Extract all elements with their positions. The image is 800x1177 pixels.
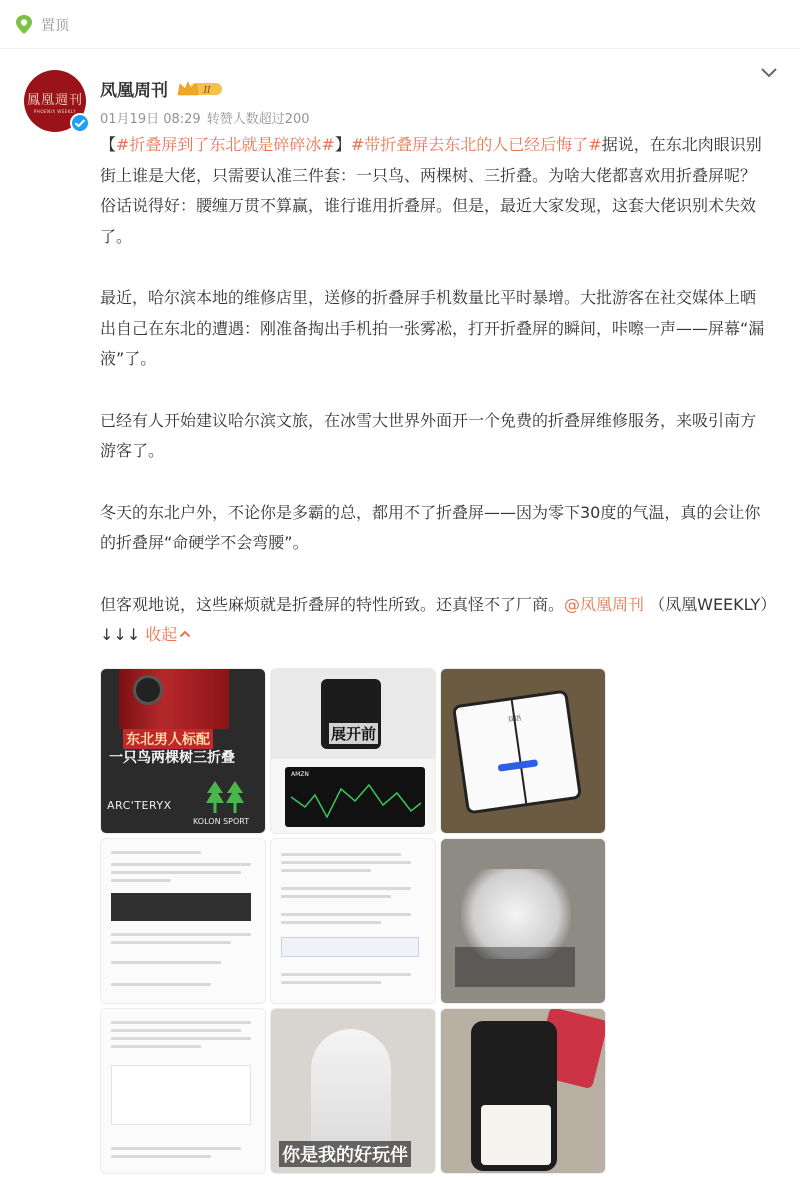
vip-crown-icon[interactable] <box>176 79 224 99</box>
hashtag-link[interactable]: #带折叠屏去东北的人已经后悔了# <box>350 135 602 154</box>
paragraph-4: 冬天的东北户外，不论你是多霸的总，都用不了折叠屏——因为零下30度的气温，真的会让你的折叠屏“命硬学不会弯腰”。 <box>100 502 761 552</box>
image-thumbnail[interactable] <box>440 668 606 834</box>
paragraph-1 <box>100 130 770 252</box>
bracket-close: 】 <box>334 135 351 154</box>
post-body <box>100 130 770 651</box>
image-thumbnail[interactable] <box>440 1008 606 1174</box>
image-thumbnail[interactable] <box>100 1008 266 1174</box>
mention-link[interactable]: @凤凰周刊 <box>564 594 645 614</box>
paragraph-5-text: 但客观地说，这些麻烦就是折叠屏的特性所致。还真怪不了厂商。 <box>100 594 565 614</box>
tree-logo-icon <box>205 777 245 817</box>
foldable-phone-image <box>452 689 582 814</box>
person-image <box>311 1029 391 1149</box>
post-meta <box>100 108 310 127</box>
paragraph-1-text: 据说，在东北肉眼识别街上谁是大佬，只需要认准三件套：一只鸟、两棵树、三折叠。为啥大佬都喜欢用折叠屏呢？俗话说得好：腰缠万贯不算赢，谁行谁用折叠屏。但是，最近大家发现，这套大佬识别术失效了。 <box>100 135 762 246</box>
paragraph-2: 最近，哈尔滨本地的维修店里，送修的折叠屏手机数量比平时暴增。大批游客在社交媒体上晒出自己在东北的遭遇：刚准备掏出手机拍一张雾凇，打开折叠屏的瞬间，咔嚓一声——屏幕“漏液”了。 <box>100 288 765 368</box>
hashtag-link[interactable]: #折叠屏到了东北就是碎碎冰# <box>116 135 335 154</box>
avatar-logo-subtext: PHOENIX WEEKLY <box>33 108 77 114</box>
image-caption: 展开前 <box>331 725 377 743</box>
pin-icon <box>14 14 34 36</box>
vip-level: II <box>203 85 211 96</box>
steam-image <box>461 869 571 959</box>
image-thumbnail[interactable] <box>100 838 266 1004</box>
image-thumbnail[interactable] <box>100 668 266 834</box>
brand-text: KOLON SPORT <box>193 817 250 826</box>
pinned-indicator <box>14 13 69 37</box>
chevron-down-icon <box>760 67 778 79</box>
brand-text: ARC'TERYX <box>107 799 172 812</box>
divider <box>0 48 800 49</box>
paragraph-5 <box>100 590 770 651</box>
collapse-label: 收起 <box>145 625 178 644</box>
author-name[interactable]: 凤凰周刊 <box>100 81 168 101</box>
image-thumbnail[interactable] <box>270 1008 436 1174</box>
paragraph-3: 已经有人开始建议哈尔滨文旅，在冰雪大世界外面开一个免费的折叠屏维修服务，来吸引南方游客了。 <box>100 410 757 460</box>
image-caption: 一只鸟两棵树三折叠 <box>109 750 235 766</box>
chevron-up-icon <box>179 629 191 639</box>
collapse-button[interactable] <box>145 625 191 644</box>
pinned-label: 置顶 <box>41 18 69 34</box>
image-grid <box>100 668 606 1174</box>
phone-image <box>119 669 229 729</box>
image-caption: 东北男人标配 <box>123 729 213 749</box>
heat-pad-image <box>481 1105 551 1165</box>
post-stats: 转赞人数超过200 <box>206 112 310 127</box>
paragraph-5-tail: （凤凰WEEKLY）↓↓↓ <box>100 594 769 644</box>
screen-label: AMZN <box>291 771 309 778</box>
author-row <box>100 76 224 101</box>
bracket-open: 【 <box>100 135 117 154</box>
stock-chart-image <box>285 767 425 827</box>
image-thumbnail[interactable] <box>270 838 436 1004</box>
post-menu-button[interactable] <box>758 62 780 84</box>
image-thumbnail[interactable] <box>270 668 436 834</box>
verified-icon <box>70 113 90 133</box>
avatar-logo-text: 鳳凰週刊 <box>26 92 83 108</box>
screen-label: 双语 <box>506 714 522 724</box>
post-time[interactable]: 01月19日 08:29 <box>100 112 201 127</box>
image-caption: 你是我的好玩伴 <box>279 1141 411 1167</box>
image-thumbnail[interactable] <box>440 838 606 1004</box>
